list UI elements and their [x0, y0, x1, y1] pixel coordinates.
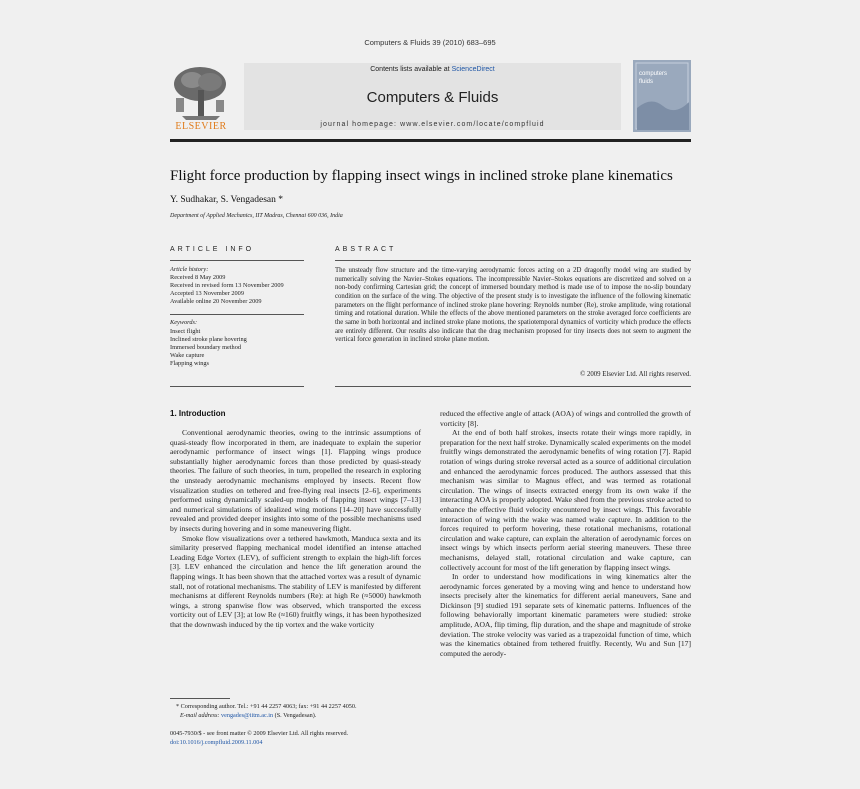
publisher-name: ELSEVIER — [175, 121, 227, 132]
body-paragraph: reduced the effective angle of attack (AOA) of wings and controlled the growth of vorticity [8]. — [440, 409, 691, 428]
elsevier-logo — [170, 64, 232, 132]
article-authors: Y. Sudhakar, S. Vengadesan * — [170, 195, 283, 205]
contents-prefix: Contents lists available at — [370, 66, 452, 73]
contents-line — [244, 66, 621, 73]
history-accepted: Accepted 13 November 2009 — [170, 290, 244, 297]
doi-link[interactable]: doi:10.1016/j.compfluid.2009.11.004 — [170, 739, 263, 746]
footnote-corresponding: * Corresponding author. Tel.: +91 44 2257 4063; fax: +91 44 2257 4050. — [176, 703, 357, 710]
history-revised: Received in revised form 13 November 2009 — [170, 282, 284, 289]
abstract-rule — [335, 260, 691, 261]
running-header: Computers & Fluids 39 (2010) 683–695 — [364, 38, 496, 47]
journal-cover — [633, 60, 691, 132]
abstract-end-rule — [335, 386, 691, 387]
body-paragraph: Smoke flow visualizations over a tethered hawkmoth, Manduca sexta and its similarity preserved flapping mechanical model identified an intense attached Leading Edge Vortex (LEV), of sufficient strength to explain the high-lift forces [3]. LEV enhanced the circulation and hence the lift generation around the flapping wings. It has been shown that the attached vortex was a result of dynamic stall, not of rotational mechanisms. The stability of LEV is manifested by different mechanisms at different Reynolds numbers (Re): at high Re (≈5000) hawkmoth wings, a strong spanwise flow was observed, which transported the excess vorticity out of LEV [3]; at low Re (≈160) fruitfly wings, it has been hypothesized that the downwash induced by the tip vortex and the wake vorticity — [170, 533, 421, 629]
abstract-copyright: © 2009 Elsevier Ltd. All rights reserved. — [580, 371, 691, 378]
keyword-item: Flapping wings — [170, 360, 210, 367]
abstract-heading: ABSTRACT — [335, 246, 397, 253]
journal-homepage[interactable]: journal homepage: www.elsevier.com/locate/compfluid — [320, 121, 545, 128]
keyword-item: Immersed boundary method — [170, 344, 241, 351]
header-rule — [170, 139, 691, 142]
journal-banner — [244, 63, 621, 130]
body-column-right — [440, 409, 691, 658]
history-received: Received 8 May 2009 — [170, 274, 226, 281]
email-label: E-mail address: — [180, 712, 222, 719]
footnote-issn: 0045-7930/$ - see front matter © 2009 Elsevier Ltd. All rights reserved. — [170, 730, 349, 737]
email-link[interactable]: vengades@iitm.ac.in — [221, 712, 274, 719]
keyword-item: Inclined stroke plane hovering — [170, 336, 247, 343]
article-info-rule — [170, 260, 304, 261]
article-info-heading: ARTICLE INFO — [170, 246, 255, 253]
history-online: Available online 20 November 2009 — [170, 298, 262, 305]
abstract-text: The unsteady flow structure and the time-varying aerodynamic forces acting on a 2D dragonfly model wing are studied by numerically solving the Navier–Stokes equations. The incompressible Navier–Stokes equations are discretized and solved on a non-body confirming Cartesian grid; the concept of immersed boundary method is made use of to impose the no-slip boundary condition on the surface of the wing. The objective of the present study is to investigate the influence of the following kinematic parameters on the flight performance of inclined stroke plane hovering: Reynolds number (Re), stroke amplitude, wing rotational timing and rotational duration. While the effects of the above mentioned parameters on the stroke averaged force coefficients are the same in both horizontal and inclined stroke plane motions, the spatiotemporal dynamics of vorticity which produce the effects are entirely different. Our results also indicate that the drag mechanism proposed for tiny insects does not seem to augment the vertical force generation in inclined stroke plane motion. — [335, 267, 691, 344]
keyword-item: Wake capture — [170, 352, 205, 359]
cover-title-line1: computers — [639, 71, 668, 77]
history-label: Article history: — [170, 266, 209, 273]
body-paragraph: In order to understand how modifications in wing kinematics alter the aerodynamic forces generated by a moving wing and hence to understand how insects precisely alter the kinematics for different aerial maneuvers, Sane and Dickinson [9] studied 191 separate sets of kinematic patterns. Influences of the following behaviorally important kinematic parameters were studied: stroke amplitude, AOA, flip timing, flip duration, and the shape and magnitude of stroke deviation. The stroke velocity was varied as a trapezoidal function of time, which was the kinematics obtained from tethered fruitfly. Recently, Wu and Sun [17] computed the aerody- — [440, 572, 691, 658]
article-affiliation: Department of Applied Mechanics, IIT Madras, Chennai 600 036, India — [170, 213, 343, 219]
section-heading-introduction: 1. Introduction — [170, 409, 226, 418]
body-column-left — [170, 428, 421, 629]
cover-title-line2: fluids — [639, 79, 654, 85]
keyword-item: Insect flight — [170, 328, 201, 335]
keywords-label: Keywords: — [170, 319, 198, 326]
sciencedirect-link[interactable]: ScienceDirect — [451, 66, 495, 73]
journal-name: Computers & Fluids — [366, 89, 499, 106]
body-paragraph: Conventional aerodynamic theories, owing to the intrinsic assumptions of quasi-steady flow incorporated in them, are inadequate to explain the superior aerodynamic performance of insect wings [1]. Flapping wings produce substantially higher aerodynamic forces than those predicted by quasi-steady theories. The failure of such theories, in turn, propelled the research in exploring the unsteady aerodynamic mechanisms employed by insects. Recent flow visualization studies on tethered and free-flying real insects [2–6], experiments performed using dynamically scaled-up models of flapping insect wings [7–13] and numerical simulations of idealized wing motions [14–20] have successfully revealed and provided deeper insights into some of the possible mechanisms used by insects during hovering and in some maneuvering flight. — [170, 428, 421, 533]
footnote-email — [180, 712, 316, 721]
article-info-end-rule — [170, 386, 304, 387]
footnote-rule — [170, 698, 230, 699]
article-title: Flight force production by flapping insect wings in inclined stroke plane kinematics — [170, 168, 673, 184]
body-paragraph: At the end of both half strokes, insects rotate their wings more rapidly, in preparation for the next half stroke. Dynamically scaled experiments on the model fruitfly wings demonstrated the aerodynamic benefits of wing rotation [7]. Rapid rotation of wings during stroke reversal acted as a source of additional circulation and enhanced the aerodynamic forces produced. The authors assessed that this mechanism was similar to Magnus effect, and was termed as rotational circulation. The wings of insects extracted energy from its own wake if the interacting AOA is properly adopted. Wake shed from the previous stroke acted to enhance the effective fluid velocity encountered by insect wings. This favorable interaction of wing with the wake was named wake capture. In addition to the forces required to perform hovering, these rotational mechanisms, rotational circulation and wake capture, can explain the alteration of aerodynamic forces on insect wings by which insects perform aerial steering maneuvers. These three mechanisms, delayed stall, rotational circulation and wake capture, can collectively account for most of the lift generation by flapping insect wings. — [440, 428, 691, 572]
keywords-rule — [170, 314, 304, 315]
email-suffix: (S. Vengadesan). — [273, 712, 317, 719]
